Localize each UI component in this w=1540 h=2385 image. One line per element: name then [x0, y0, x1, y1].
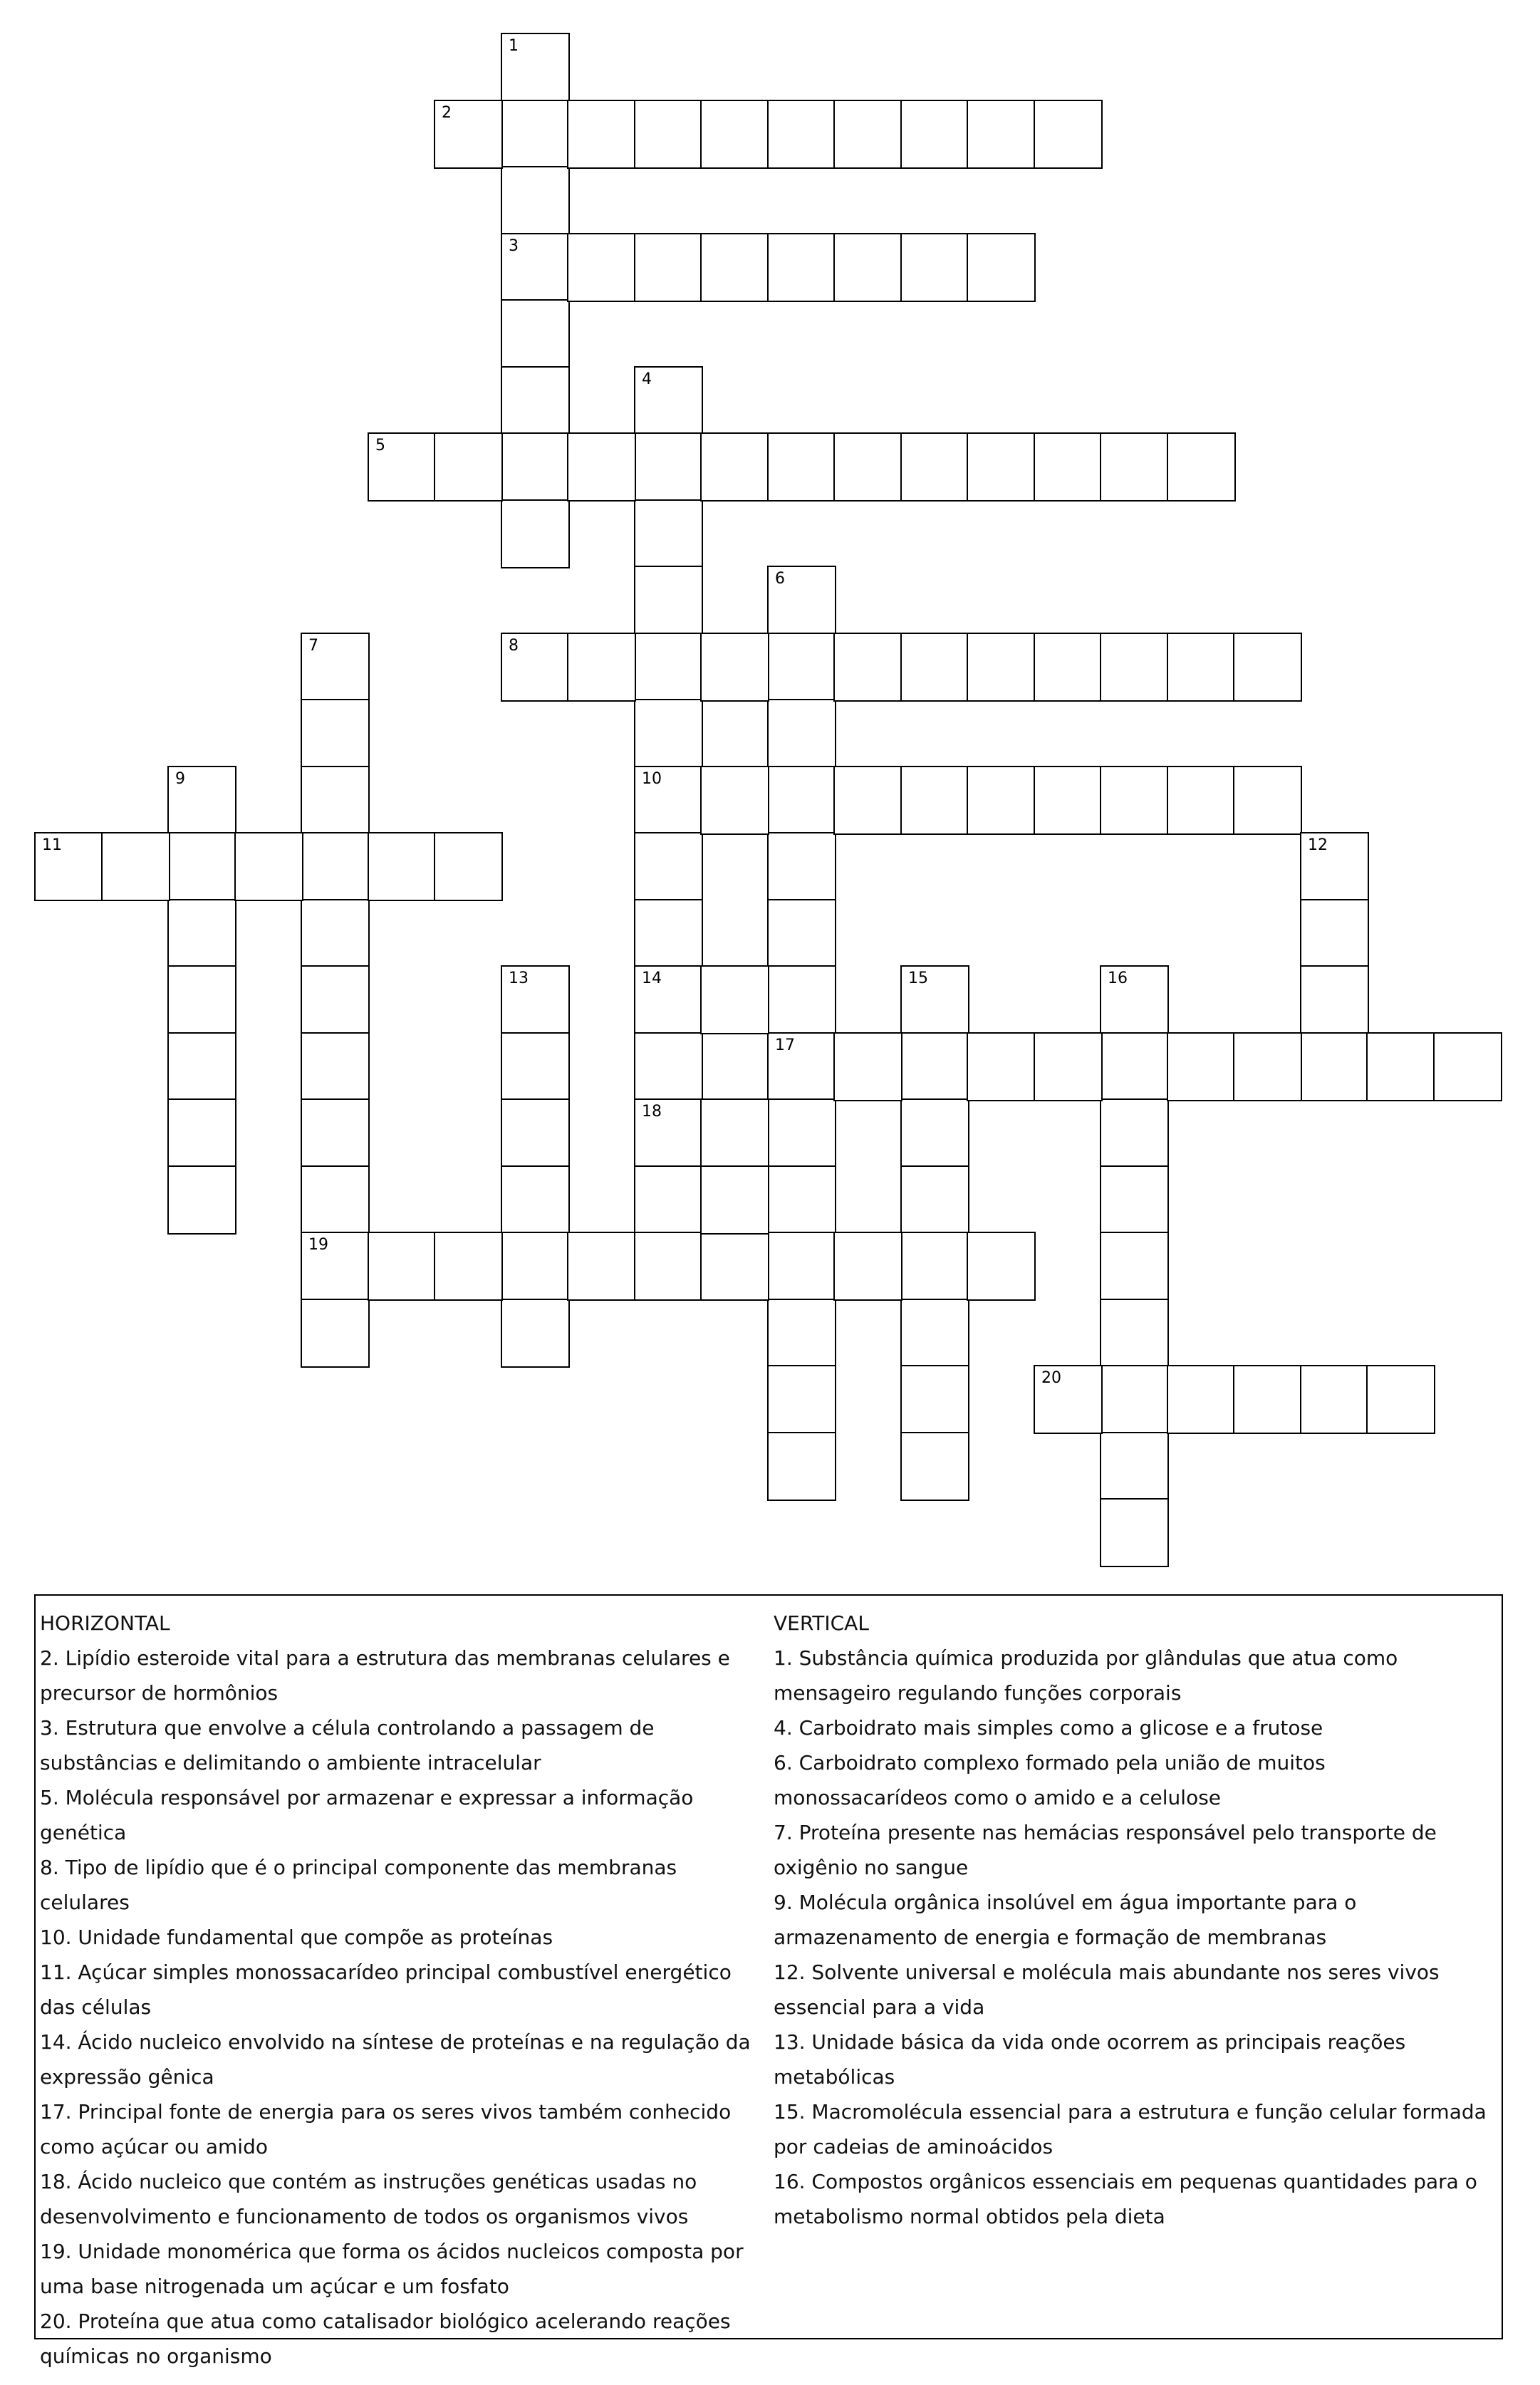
grid-cell[interactable] [634, 499, 703, 568]
grid-cell[interactable] [1300, 832, 1369, 901]
clue-vertical-6: 6. Carboidrato complexo formado pela união de muitos monossacarídeos como o amido e a celulose [774, 1751, 1326, 1809]
grid-cell[interactable] [434, 1232, 503, 1301]
grid-cell[interactable] [1167, 1032, 1236, 1101]
grid-cell[interactable] [501, 299, 570, 368]
grid-cell[interactable] [833, 1232, 902, 1301]
grid-cell[interactable] [501, 633, 570, 702]
grid-cell[interactable] [900, 432, 969, 502]
grid-cell[interactable] [1100, 1299, 1169, 1368]
grid-cell[interactable] [301, 832, 370, 901]
grid-cell[interactable] [900, 965, 969, 1034]
clue-vertical-16: 16. Compostos orgânicos essenciais em pequenas quantidades para o metabolismo normal obtidos pela dieta [774, 2170, 1477, 2228]
grid-cell[interactable] [301, 899, 370, 968]
grid-cell[interactable] [833, 100, 902, 169]
grid-cell[interactable] [567, 432, 636, 502]
grid-cell[interactable] [1167, 1365, 1236, 1434]
grid-cell[interactable] [1034, 1365, 1103, 1434]
grid-cell[interactable] [501, 366, 570, 435]
grid-cell[interactable] [1433, 1032, 1502, 1101]
clue-vertical-1: 1. Substância química produzida por glândulas que atua como mensageiro regulando funções corporais [774, 1646, 1398, 1705]
grid-cell[interactable] [767, 965, 836, 1034]
clue-number: 2 [442, 104, 452, 122]
grid-cell[interactable] [301, 699, 370, 768]
grid-cell[interactable] [900, 233, 969, 302]
grid-cell[interactable] [634, 1032, 703, 1101]
clue-number: 9 [175, 770, 185, 788]
clue-horizontal-11: 11. Açúcar simples monossacarídeo principal combustível energético das células [40, 1960, 732, 2019]
grid-cell[interactable] [1233, 766, 1302, 835]
grid-cell[interactable] [1100, 965, 1169, 1034]
clue-horizontal-20: 20. Proteína que atua como catalisador biológico acelerando reações químicas no organismo [40, 2309, 731, 2368]
grid-cell[interactable] [1366, 1365, 1435, 1434]
grid-cell[interactable] [1034, 432, 1103, 502]
clue-number: 3 [509, 237, 519, 255]
clue-horizontal-5: 5. Molécula responsável por armazenar e expressar a informação genética [40, 1786, 694, 1844]
grid-cell[interactable] [700, 100, 769, 169]
grid-cell[interactable] [501, 1098, 570, 1168]
grid-cell[interactable] [501, 1232, 570, 1301]
grid-cell[interactable] [368, 832, 437, 901]
grid-cell[interactable] [700, 1232, 769, 1301]
clue-number: 4 [642, 370, 652, 388]
grid-cell[interactable] [634, 100, 703, 169]
grid-cell[interactable] [501, 33, 570, 102]
clue-vertical-7: 7. Proteína presente nas hemácias responsável pelo transporte de oxigênio no sangue [774, 1821, 1437, 1879]
grid-cell[interactable] [833, 766, 902, 835]
clue-number: 10 [642, 770, 662, 788]
grid-cell[interactable] [301, 766, 370, 835]
clue-vertical-4: 4. Carboidrato mais simples como a glicose e a frutose [774, 1716, 1323, 1740]
grid-cell[interactable] [1233, 633, 1302, 702]
grid-cell[interactable] [634, 566, 703, 635]
grid-cell[interactable] [767, 1299, 836, 1368]
clues-panel [34, 1594, 1503, 2368]
clue-number: 16 [1108, 970, 1128, 987]
clue-vertical-9: 9. Molécula orgânica insolúvel em água importante para o armazenamento de energia e formação de membranas [774, 1891, 1357, 1949]
grid-cell[interactable] [900, 1365, 969, 1434]
clue-horizontal-3: 3. Estrutura que envolve a célula controlando a passagem de substâncias e delimitando o ambiente intracelular [40, 1716, 655, 1775]
grid-cell[interactable] [368, 1232, 437, 1301]
clue-vertical-12: 12. Solvente universal e molécula mais abundante nos seres vivos essencial para a vida [774, 1960, 1440, 2019]
grid-cell[interactable] [967, 633, 1036, 702]
grid-cell[interactable] [1100, 1365, 1169, 1434]
grid-cell[interactable] [1167, 633, 1236, 702]
grid-cell[interactable] [234, 832, 303, 901]
grid-cell[interactable] [833, 1032, 902, 1101]
grid-cell[interactable] [833, 233, 902, 302]
clue-number: 20 [1041, 1369, 1061, 1387]
grid-cell[interactable] [700, 233, 769, 302]
vertical-clues-column [774, 1606, 1500, 2234]
grid-cell[interactable] [501, 166, 570, 235]
clue-vertical-13: 13. Unidade básica da vida onde ocorrem as principais reações metabólicas [774, 2030, 1406, 2089]
grid-cell[interactable] [767, 1165, 836, 1235]
grid-cell[interactable] [967, 1232, 1036, 1301]
grid-cell[interactable] [967, 233, 1036, 302]
grid-cell[interactable] [900, 1032, 969, 1101]
grid-cell[interactable] [1167, 766, 1236, 835]
grid-cell[interactable] [634, 699, 703, 768]
grid-cell[interactable] [967, 1032, 1036, 1101]
grid-cell[interactable] [1100, 432, 1169, 502]
grid-cell[interactable] [1100, 1098, 1169, 1168]
grid-cell[interactable] [767, 1432, 836, 1501]
grid-cell[interactable] [767, 1365, 836, 1434]
grid-cell[interactable] [434, 832, 503, 901]
grid-cell[interactable] [1366, 1032, 1435, 1101]
clue-horizontal-10: 10. Unidade fundamental que compõe as proteínas [40, 1926, 553, 1949]
clue-number: 12 [1308, 836, 1328, 854]
grid-cell[interactable] [767, 432, 836, 502]
clue-number: 19 [308, 1236, 328, 1254]
grid-cell[interactable] [167, 965, 236, 1034]
grid-cell[interactable] [1100, 1032, 1169, 1101]
grid-cell[interactable] [167, 766, 236, 835]
grid-cell[interactable] [434, 432, 503, 502]
clue-number: 5 [375, 437, 385, 454]
clue-number: 14 [642, 970, 662, 987]
clue-horizontal-8: 8. Tipo de lipídio que é o principal componente das membranas celulares [40, 1856, 677, 1914]
grid-cell[interactable] [767, 699, 836, 768]
horizontal-clues-column [40, 1606, 759, 2374]
grid-cell[interactable] [767, 233, 836, 302]
grid-cell[interactable] [567, 100, 636, 169]
grid-cell[interactable] [1100, 633, 1169, 702]
grid-cell[interactable] [1034, 100, 1103, 169]
grid-cell[interactable] [301, 1165, 370, 1235]
grid-cell[interactable] [767, 1098, 836, 1168]
grid-cell[interactable] [301, 1299, 370, 1368]
clue-number: 13 [509, 970, 529, 987]
grid-cell[interactable] [1300, 899, 1369, 968]
grid-cell[interactable] [167, 899, 236, 968]
clue-horizontal-17: 17. Principal fonte de energia para os seres vivos também conhecido como açúcar ou amido [40, 2100, 732, 2158]
clue-horizontal-18: 18. Ácido nucleico que contém as instruções genéticas usadas no desenvolvimento e funcionamento de todos os organismos vivos [40, 2170, 697, 2228]
grid-cell[interactable] [634, 432, 703, 502]
grid-cell[interactable] [301, 965, 370, 1034]
grid-cell[interactable] [567, 633, 636, 702]
grid-cell[interactable] [767, 832, 836, 901]
grid-cell[interactable] [634, 832, 703, 901]
grid-cell[interactable] [767, 1232, 836, 1301]
grid-cell[interactable] [634, 1165, 703, 1235]
grid-cell[interactable] [1300, 965, 1369, 1034]
grid-cell[interactable] [634, 899, 703, 968]
clue-number: 18 [642, 1103, 662, 1121]
grid-cell[interactable] [1233, 1365, 1302, 1434]
grid-cell[interactable] [167, 1165, 236, 1235]
grid-cell[interactable] [767, 100, 836, 169]
grid-cell[interactable] [1100, 1232, 1169, 1301]
grid-cell[interactable] [1034, 633, 1103, 702]
grid-cell[interactable] [767, 633, 836, 702]
grid-cell[interactable] [1300, 1365, 1369, 1434]
grid-cell[interactable] [501, 100, 570, 169]
clue-number: 8 [509, 637, 519, 655]
grid-cell[interactable] [967, 432, 1036, 502]
horizontal-clues-title: HORIZONTAL [40, 1611, 170, 1635]
grid-cell[interactable] [1034, 766, 1103, 835]
clue-number: 11 [42, 836, 62, 854]
grid-cell[interactable] [301, 633, 370, 702]
grid-cell[interactable] [634, 766, 703, 835]
grid-cell[interactable] [1100, 766, 1169, 835]
grid-cell[interactable] [767, 566, 836, 635]
grid-cell[interactable] [368, 432, 437, 502]
grid-cell[interactable] [1100, 1432, 1169, 1501]
grid-cell[interactable] [434, 100, 503, 169]
grid-cell[interactable] [833, 633, 902, 702]
clue-horizontal-19: 19. Unidade monomérica que forma os ácidos nucleicos composta por uma base nitrogenada um açúcar e um fosfato [40, 2240, 744, 2298]
grid-cell[interactable] [1167, 432, 1236, 502]
clue-number: 15 [908, 970, 928, 987]
grid-cell[interactable] [501, 233, 570, 302]
grid-cell[interactable] [967, 100, 1036, 169]
grid-cell[interactable] [634, 965, 703, 1034]
grid-cell[interactable] [900, 100, 969, 169]
clue-number: 1 [509, 37, 519, 55]
grid-cell[interactable] [700, 633, 769, 702]
grid-cell[interactable] [634, 1232, 703, 1301]
clue-number: 7 [308, 637, 318, 655]
clue-number: 6 [775, 570, 785, 588]
clue-vertical-15: 15. Macromolécula essencial para a estrutura e função celular formada por cadeias de aminoácidos [774, 2100, 1487, 2158]
grid-cell[interactable] [501, 1165, 570, 1235]
grid-cell[interactable] [634, 1098, 703, 1168]
grid-cell[interactable] [101, 832, 170, 901]
grid-cell[interactable] [301, 1098, 370, 1168]
grid-cell[interactable] [167, 1032, 236, 1101]
grid-cell[interactable] [900, 766, 969, 835]
grid-cell[interactable] [1233, 1032, 1302, 1101]
grid-cell[interactable] [501, 1299, 570, 1368]
grid-cell[interactable] [34, 832, 103, 901]
grid-cell[interactable] [301, 1032, 370, 1101]
grid-cell[interactable] [634, 233, 703, 302]
grid-cell[interactable] [900, 1165, 969, 1235]
grid-cell[interactable] [900, 1432, 969, 1501]
grid-cell[interactable] [501, 432, 570, 502]
grid-cell[interactable] [567, 1232, 636, 1301]
vertical-clues-title: VERTICAL [774, 1611, 869, 1635]
grid-cell[interactable] [767, 899, 836, 968]
grid-cell[interactable] [501, 499, 570, 568]
grid-cell[interactable] [967, 766, 1036, 835]
grid-cell[interactable] [167, 832, 236, 901]
grid-cell[interactable] [167, 1098, 236, 1168]
clue-horizontal-14: 14. Ácido nucleico envolvido na síntese de proteínas e na regulação da expressão gênica [40, 2030, 751, 2089]
grid-cell[interactable] [700, 965, 769, 1034]
grid-cell[interactable] [1300, 1032, 1369, 1101]
grid-cell[interactable] [900, 1232, 969, 1301]
grid-cell[interactable] [634, 633, 703, 702]
grid-cell[interactable] [634, 366, 703, 435]
clue-horizontal-2: 2. Lipídio esteroide vital para a estrutura das membranas celulares e precursor de hormônios [40, 1646, 730, 1705]
grid-cell[interactable] [900, 1098, 969, 1168]
grid-cell[interactable] [833, 432, 902, 502]
grid-cell[interactable] [501, 965, 570, 1034]
grid-cell[interactable] [700, 1098, 769, 1168]
grid-cell[interactable] [301, 1232, 370, 1301]
grid-cell[interactable] [1034, 1032, 1103, 1101]
grid-cell[interactable] [900, 633, 969, 702]
grid-cell[interactable] [700, 1165, 769, 1235]
grid-cell[interactable] [1100, 1165, 1169, 1235]
grid-cell[interactable] [767, 766, 836, 835]
grid-cell[interactable] [1100, 1498, 1169, 1567]
clue-number: 17 [775, 1036, 795, 1054]
grid-cell[interactable] [767, 1032, 836, 1101]
grid-cell[interactable] [700, 432, 769, 502]
grid-cell[interactable] [501, 1032, 570, 1101]
grid-cell[interactable] [567, 233, 636, 302]
grid-cell[interactable] [700, 766, 769, 835]
grid-cell[interactable] [900, 1299, 969, 1368]
